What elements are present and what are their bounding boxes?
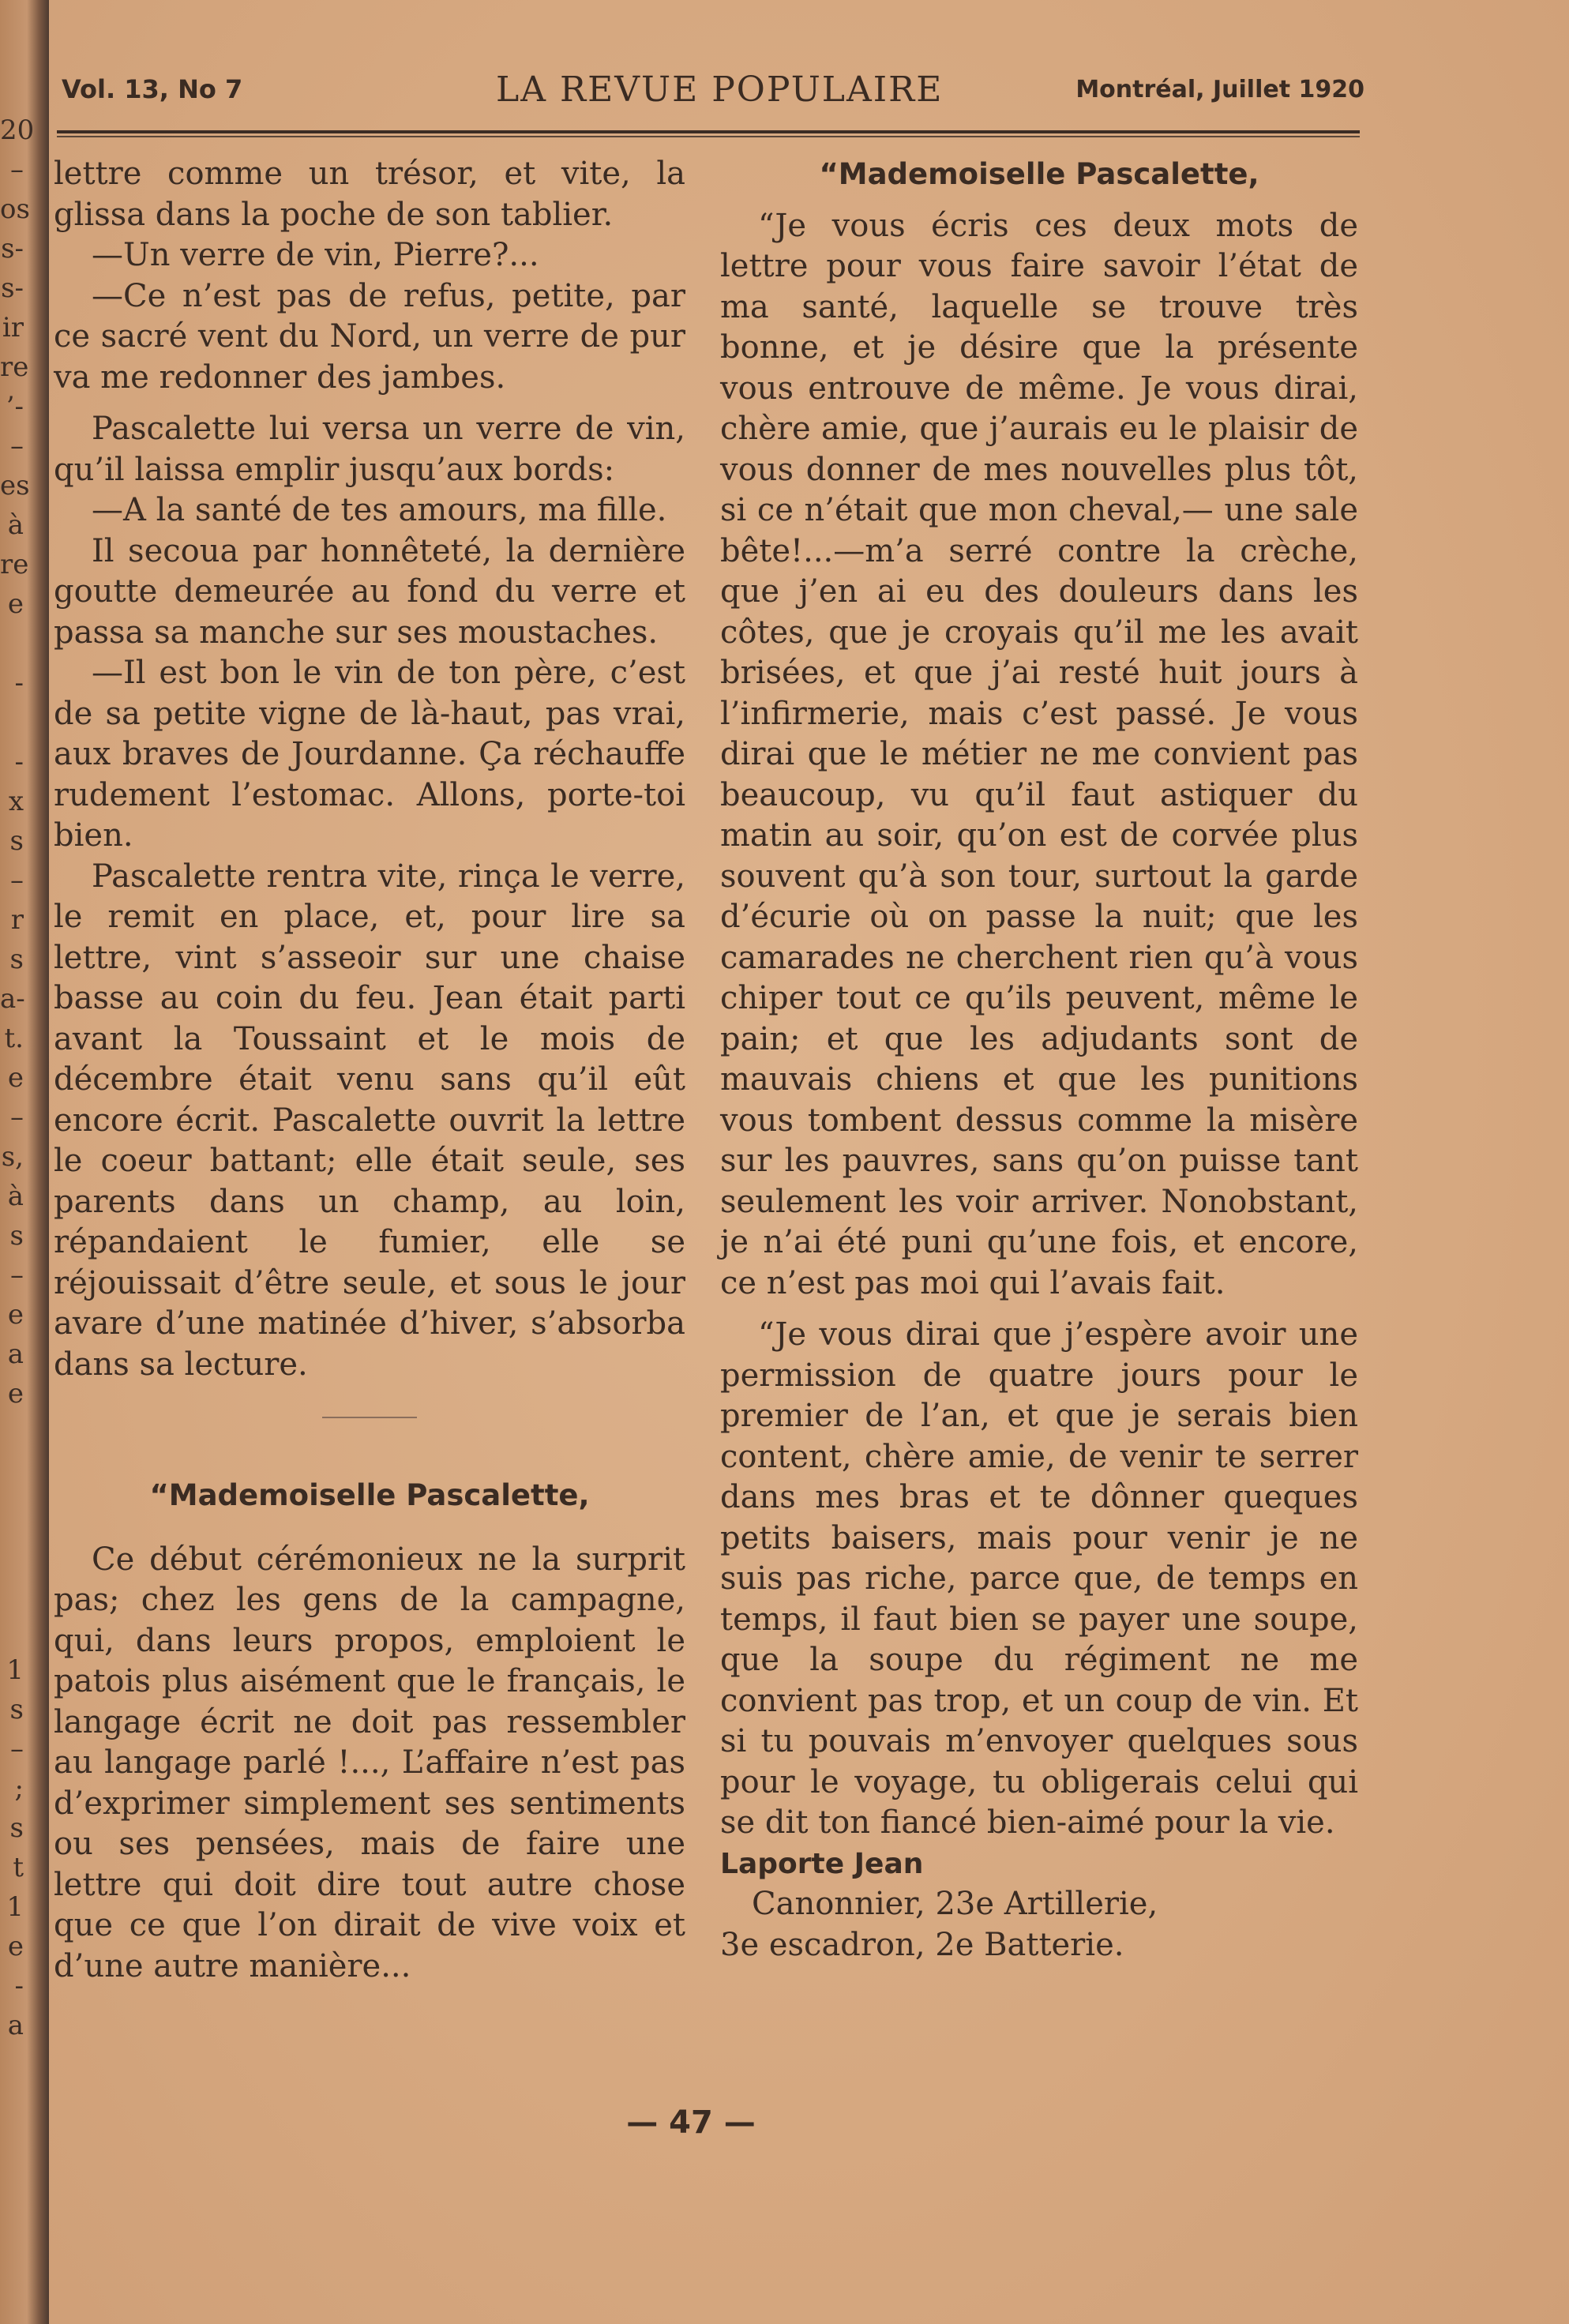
gutter-fragment [0, 624, 24, 663]
letter-paragraph: “Je vous dirai que j’espère avoir une permission de quatre jours pour le premier de l’an, et que je serais bien content, chère amie, de venir te serrer dans mes bras et te dônner queques petits baisers, mais pour venir je ne suis pas riche, parce que, de temps en temps, il faut bien se payer une soupe, que la soupe du régiment ne me convient pas trop, et un coup de vin. Et si tu pouvais m’envoyer quelques sous pour le voyage, tu obligerais celui qui se dit ton fiancé bien-aimé pour la vie. [720, 1316, 1358, 1841]
right-column [720, 154, 1358, 1965]
gutter-fragment: s- [1, 233, 24, 265]
gutter-fragment: – [10, 1102, 24, 1133]
gutter-fragment: re [0, 351, 29, 383]
signature-rank: Canonnier, 23e Artillerie, [752, 1886, 1158, 1922]
gutter-fragment: s- [1, 272, 24, 304]
gutter-fragment: a [7, 2010, 24, 2041]
letter-heading: “Mademoiselle Pascalette, [819, 157, 1259, 191]
gutter-fragment: - [14, 746, 24, 778]
gutter-fragment: – [10, 1260, 24, 1291]
gutter-fragment: s, [1, 1141, 24, 1173]
gutter-fragment: – [10, 865, 24, 896]
paragraph: Pascalette lui versa un verre de vin, qu’il laissa emplir jusqu’aux bords: [54, 411, 685, 488]
gutter-text-fragments [0, 111, 35, 2045]
letter-heading: “Mademoiselle Pascalette, [149, 1478, 590, 1512]
signature-name: Laporte Jean [720, 1847, 924, 1880]
gutter-fragment: e [7, 1062, 24, 1094]
gutter-fragment [0, 1492, 24, 1532]
gutter-fragment: à [7, 1181, 24, 1212]
gutter-fragment [0, 1532, 24, 1571]
paragraph: Pascalette rentra vite, rinça le verre, le remit en place, et, pour lire sa lettre, vint s’asseoir sur une chaise basse au coin du feu. Jean était parti avant la Toussaint et le mois de décembre était venu sans qu’il eût encore écrit. Pascalette ouvrit la lettre le coeur battant; elle était seule, ses parents dans un champ, au loin, répandaient le fumier, elle se réjouissait d’être seule, et sous le jour avare d’une matinée d’hiver, s’absorba dans sa lecture. [54, 858, 685, 1383]
gutter-fragment: ’- [6, 391, 24, 422]
paragraph: —Un verre de vin, Pierre?... [92, 237, 539, 273]
section-separator [322, 1417, 417, 1418]
gutter-fragment [0, 1571, 24, 1611]
page-number: — 47 — [626, 2104, 756, 2141]
gutter-fragment: ir [2, 312, 24, 344]
magazine-title: LA REVUE POPULAIRE [496, 69, 944, 110]
paragraph: Il secoua par honnêteté, la dernière goutte demeurée au fond du verre et passa sa manche sur ses moustaches. [54, 532, 685, 651]
gutter-fragment: e [7, 1931, 24, 1962]
gutter-fragment: ; [14, 1773, 24, 1804]
gutter-fragment: - [14, 667, 24, 699]
header-rule-thin [57, 136, 1360, 137]
gutter-fragment [0, 1453, 24, 1492]
gutter-fragment: e [7, 588, 24, 620]
gutter-fragment: – [10, 430, 24, 462]
gutter-fragment: r [10, 904, 24, 936]
gutter-fragment: 1 [6, 1654, 24, 1686]
header-rule [57, 130, 1360, 133]
gutter-fragment: x [8, 786, 24, 817]
gutter-fragment: os [0, 193, 30, 225]
gutter-fragment: 1 [6, 1891, 24, 1923]
gutter-fragment [0, 1414, 24, 1453]
gutter-fragment: e [7, 1378, 24, 1410]
gutter-fragment [0, 703, 24, 742]
letter-paragraph: “Je vous écris ces deux mots de lettre pour vous faire savoir l’état de ma santé, laquelle se trouve très bonne, et je désire que la présente vous entrouve de même. Je vous dirai, chère amie, que j’aurais eu le plaisir de vous donner de mes nouvelles plus tôt, si ce n’était que mon cheval,— une sale bête!...—m’a serré contre la crèche, que j’en ai eu des douleurs dans les côtes, que je croyais qu’il me les avait brisées, et que j’ai resté huit jours à l’infirmerie, mais c’est passé. Je vous dirai que le métier ne me convient pas beaucoup, vu qu’il faut astiquer du matin au soir, qu’on est de corvée plus souvent qu’à son tour, surtout la garde d’écurie où on passe la nuit; que les camarades ne cherchent rien qu’à vous chiper tout ce qu’ils peuvent, même le pain; et que les adjudants sont de mauvais chiens et que les punitions vous tombent dessus comme la misère sur les pauvres, sans qu’on puisse tant seulement les voir arriver. Nonobstant, je n’ai été puni qu’une fois, et encore, ce n’est pas moi qui l’avais fait. [720, 207, 1358, 1301]
gutter-fragment: a [7, 1338, 24, 1370]
gutter-fragment: - [14, 1970, 24, 2002]
binding-gutter [0, 0, 49, 2324]
gutter-fragment: s [9, 825, 24, 857]
gutter-fragment: re [0, 549, 29, 580]
issue-date: Montréal, Juillet 1920 [1075, 76, 1364, 103]
paragraph: lettre comme un trésor, et vite, la glissa dans la poche de son tablier. [54, 156, 685, 233]
volume-number: Vol. 13, No 7 [62, 74, 243, 104]
left-column [54, 154, 685, 1987]
gutter-fragment: – [10, 1733, 24, 1765]
paragraph: Ce début cérémonieux ne la surprit pas; chez les gens de la campagne, qui, dans leurs propos, emploient le patois plus aisément que le français, le langage écrit ne doit pas ressembler au langage parlé !..., L’affaire n’est pas d’exprimer simplement ses sentiments ou ses pensées, mais de faire une lettre qui doit dire tout autre chose que ce que l’on dirait de vive voix et d’une autre manière... [54, 1541, 685, 1984]
gutter-fragment [0, 1611, 24, 1650]
gutter-fragment: s [9, 1694, 24, 1725]
gutter-fragment: t. [4, 1023, 24, 1054]
gutter-fragment: e [7, 1299, 24, 1331]
gutter-fragment: 20 [0, 115, 35, 146]
gutter-fragment: à [7, 509, 24, 541]
gutter-fragment: – [10, 154, 24, 186]
gutter-fragment: es [0, 470, 30, 501]
gutter-fragment: s [9, 944, 24, 975]
paragraph: —A la santé de tes amours, ma fille. [92, 492, 667, 528]
paragraph: —Ce n’est pas de refus, petite, par ce sacré vent du Nord, un verre de pur va me redonner des jambes. [54, 277, 685, 396]
gutter-fragment: s [9, 1220, 24, 1252]
signature-unit: 3e escadron, 2e Batterie. [720, 1926, 1124, 1963]
paragraph: —Il est bon le vin de ton père, c’est de sa petite vigne de là-haut, pas vrai, aux braves de Jourdanne. Ça réchauffe rudement l’estomac. Allons, porte-toi bien. [54, 655, 685, 854]
gutter-fragment: a- [0, 983, 25, 1015]
gutter-fragment: t [13, 1852, 24, 1883]
running-header [62, 69, 1364, 125]
gutter-fragment: s [9, 1812, 24, 1844]
